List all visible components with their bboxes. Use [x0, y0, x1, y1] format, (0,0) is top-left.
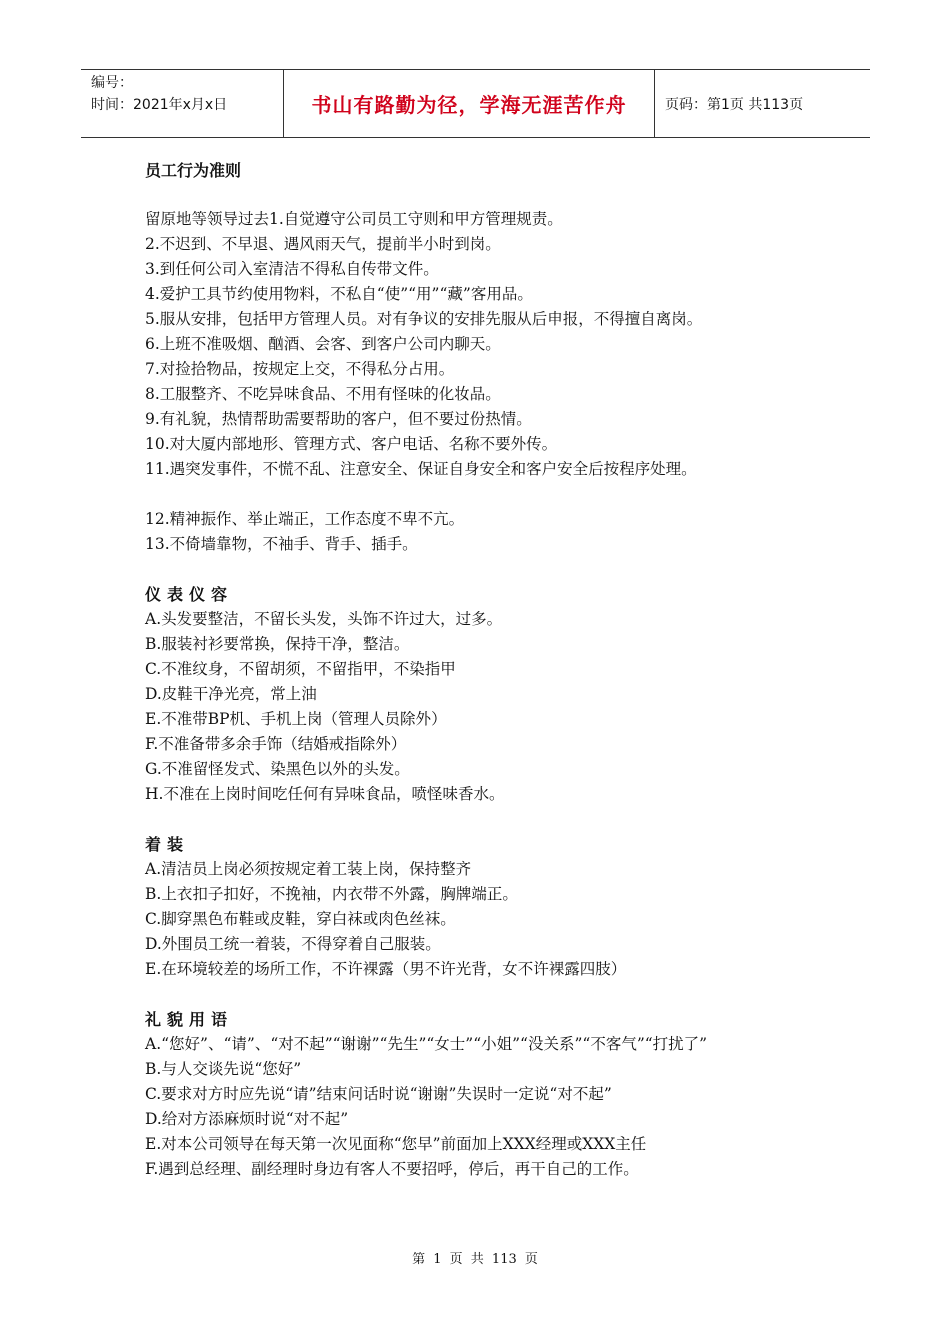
appearance-item: F.不准备带多余手饰（结婚戒指除外）	[145, 735, 407, 753]
document-body	[145, 158, 825, 1182]
dress-item: B.上衣扣子扣好，不挽袖，内衣带不外露，胸牌端正。	[145, 885, 518, 903]
language-item: C.要求对方时应先说“请”结束问话时说“谢谢”失误时一定说“对不起”	[145, 1085, 612, 1103]
appearance-item: E.不准带BP机、手机上岗（管理人员除外）	[145, 710, 447, 728]
rule-item: 留原地等领导过去1.自觉遵守公司员工守则和甲方管理规责。	[145, 210, 563, 228]
header-page-info: 页码：第1页 共113页	[665, 96, 804, 113]
rule-item: 3.到任何公司入室清洁不得私自传带文件。	[145, 260, 439, 278]
appearance-item: A.头发要整洁，不留长头发，头饰不许过大，过多。	[145, 610, 503, 628]
appearance-item: C.不准纹身，不留胡须，不留指甲，不染指甲	[145, 660, 456, 678]
rule-item: 10.对大厦内部地形、管理方式、客户电话、名称不要外传。	[145, 435, 558, 453]
header-meta	[81, 70, 283, 137]
rule-item: 9.有礼貌，热情帮助需要帮助的客户，但不要过份热情。	[145, 410, 532, 428]
appearance-item: D.皮鞋干净光亮，常上油	[145, 685, 317, 703]
appearance-section	[145, 582, 825, 807]
rule-item: 12.精神振作、举止端正，工作态度不卑不亢。	[145, 510, 465, 528]
number-label: 编号：	[91, 75, 133, 91]
rule-item: 13.不倚墙靠物，不袖手、背手、插手。	[145, 535, 418, 553]
dress-title: 着装	[145, 835, 190, 854]
language-item: E.对本公司领导在每天第一次见面称“您早”前面加上XXX经理或XXX主任	[145, 1135, 647, 1153]
language-section	[145, 1007, 825, 1182]
rule-item: 2.不迟到、不早退、遇风雨天气，提前半小时到岗。	[145, 235, 501, 253]
dress-item: C.脚穿黑色布鞋或皮鞋，穿白袜或肉色丝袜。	[145, 910, 456, 928]
document-title: 员工行为准则	[145, 161, 242, 180]
rule-item: 8.工服整齐、不吃异味食品、不用有怪味的化妆品。	[145, 385, 501, 403]
dress-item: A.清洁员上岗必须按规定着工装上岗，保持整齐	[145, 860, 472, 878]
rule-item: 5.服从安排，包括甲方管理人员。对有争议的安排先服从后申报，不得擅自离岗。	[145, 310, 703, 328]
dress-item: E.在环境较差的场所工作，不许裸露（男不许光背，女不许裸露四肢）	[145, 960, 627, 978]
language-item: D.给对方添麻烦时说“对不起”	[145, 1110, 349, 1128]
rule-item: 11.遇突发事件，不慌不乱、注意安全、保证自身安全和客户安全后按程序处理。	[145, 460, 697, 478]
language-item: F.遇到总经理、副经理时身边有客人不要招呼，停后，再干自己的工作。	[145, 1160, 639, 1178]
time-label: 时间：2021年x月x日	[91, 97, 228, 113]
language-title: 礼貌用语	[145, 1010, 234, 1029]
appearance-item: H.不准在上岗时间吃任何有异味食品，喷怪味香水。	[145, 785, 505, 803]
rule-item: 4.爱护工具节约使用物料，不私自“使”“用”“藏”客用品。	[145, 285, 533, 303]
language-item: B.与人交谈先说“您好”	[145, 1060, 302, 1078]
rule-item: 6.上班不准吸烟、酗酒、会客、到客户公司内聊天。	[145, 335, 501, 353]
document-header	[81, 69, 870, 138]
appearance-title: 仪表仪容	[145, 585, 234, 604]
page-footer: 第 1 页 共 113 页	[412, 1252, 538, 1267]
appearance-item: G.不准留怪发式、染黑色以外的头发。	[145, 760, 410, 778]
rules-list	[145, 207, 825, 557]
appearance-item: B.服装衬衫要常换，保持干净，整洁。	[145, 635, 410, 653]
rule-item: 7.对捡拾物品，按规定上交，不得私分占用。	[145, 360, 455, 378]
dress-item: D.外围员工统一着装，不得穿着自己服装。	[145, 935, 441, 953]
header-motto: 书山有路勤为径，学海无涯苦作舟	[283, 70, 655, 137]
language-item: A.“您好”、“请”、“对不起”“谢谢”“先生”“女士”“小姐”“没关系”“不客气”“打扰了”	[145, 1035, 708, 1053]
dress-section	[145, 832, 825, 982]
